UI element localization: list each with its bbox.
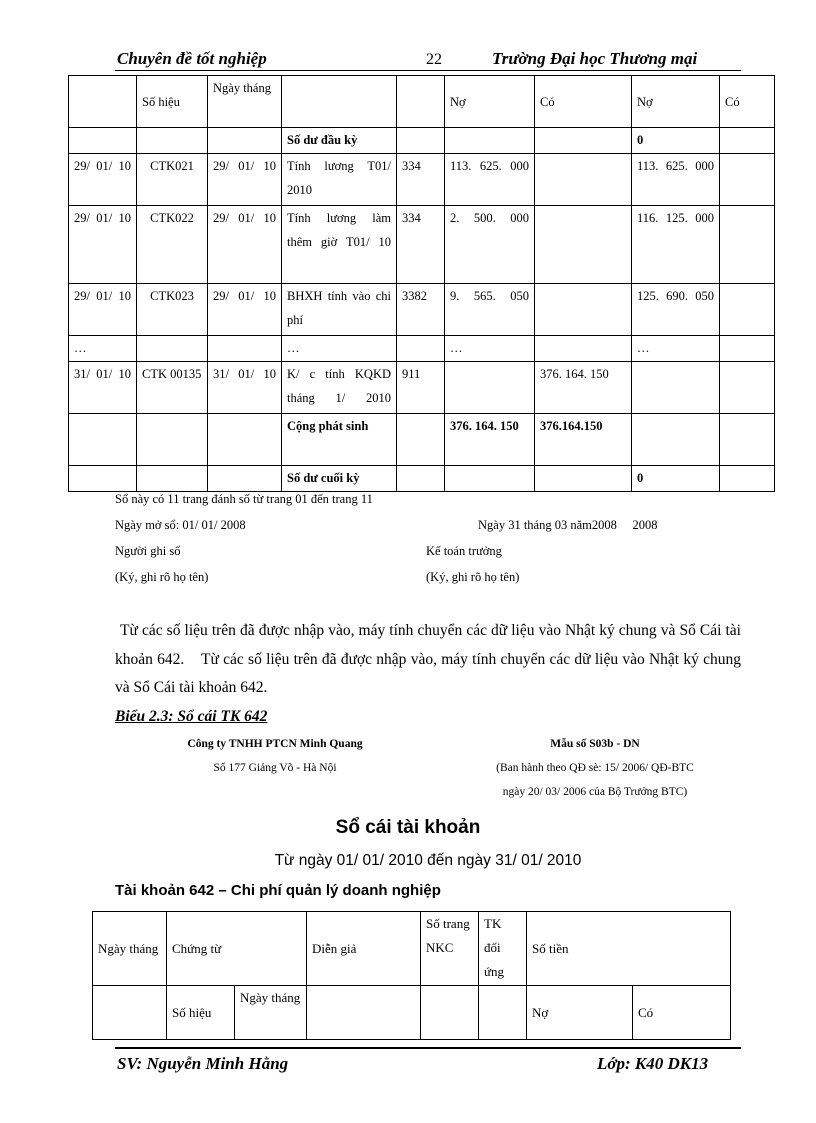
page-number: 22 xyxy=(426,51,442,68)
table-cell: 29/ 01/ 10 xyxy=(208,154,282,206)
col-desc-header: Diễn giả xyxy=(307,912,421,986)
col-counter-header: TK đối ứng xyxy=(479,912,527,986)
header-left: Chuyên đề tốt nghiệp xyxy=(117,49,267,68)
sub-voucher-no: Số hiệu xyxy=(167,986,235,1040)
table-cell: 29/ 01/ 10 xyxy=(69,206,137,284)
table-cell: 29/ 01/ 10 xyxy=(208,284,282,336)
header-cell xyxy=(397,76,445,128)
form-date: ngày 20/ 03/ 2006 của Bộ Trưởng BTC) xyxy=(502,786,688,798)
table-cell xyxy=(69,414,137,466)
table-cell xyxy=(720,128,775,154)
table-cell xyxy=(720,284,775,336)
table-cell: CTK021 xyxy=(137,154,208,206)
header-cell: Có xyxy=(535,76,632,128)
table-cell: 0 xyxy=(632,128,720,154)
pages-note: Sổ này có 11 trang đánh số từ trang 01 đến trang 11 xyxy=(115,492,373,506)
table-cell xyxy=(535,128,632,154)
table-cell xyxy=(397,336,445,362)
table-cell: 116. 125. 000 xyxy=(632,206,720,284)
table-cell: 376. 164. 150 xyxy=(535,362,632,414)
table-cell: CTK 00135 xyxy=(137,362,208,414)
table-cell xyxy=(720,154,775,206)
company-address: Số 177 Giảng Võ - Hà Nội xyxy=(213,762,337,774)
col-page-header: Số trang NKC xyxy=(421,912,479,986)
table-cell: Số dư đầu kỳ xyxy=(282,128,397,154)
table-cell xyxy=(535,206,632,284)
table-cell xyxy=(137,414,208,466)
table-cell: Số dư cuối kỳ xyxy=(282,466,397,492)
sign-date: Ngày 31 tháng 03 năm2008 2008 xyxy=(478,518,658,532)
table-cell xyxy=(137,466,208,492)
table-cell: 29/ 01/ 10 xyxy=(69,154,137,206)
table-cell xyxy=(445,362,535,414)
table-cell: 9. 565. 050 xyxy=(445,284,535,336)
figure-caption: Biểu 2.3: Sổ cái TK 642 xyxy=(115,708,268,725)
sub-debit: Nợ xyxy=(527,986,633,1040)
table-cell xyxy=(397,466,445,492)
table-cell xyxy=(69,466,137,492)
table-cell: 29/ 01/ 10 xyxy=(69,284,137,336)
table-cell: 113. 625. 000 xyxy=(632,154,720,206)
table-cell xyxy=(535,284,632,336)
table-cell: CTK023 xyxy=(137,284,208,336)
table-cell: BHXH tính vào chi phí xyxy=(282,284,397,336)
table-cell: Tính lương làm thêm giờ T01/ 10 xyxy=(282,206,397,284)
empty-cell xyxy=(307,986,421,1040)
table-cell: 125. 690. 050 xyxy=(632,284,720,336)
table-row xyxy=(69,362,775,414)
table-cell xyxy=(208,336,282,362)
table-cell xyxy=(208,466,282,492)
table-cell xyxy=(208,414,282,466)
table-cell xyxy=(632,414,720,466)
table-cell: … xyxy=(445,336,535,362)
footer-class: Lớp: K40 DK13 xyxy=(597,1054,709,1073)
form-code: Mẫu số S03b - DN xyxy=(550,738,640,750)
chief-sign: (Ký, ghi rõ họ tên) xyxy=(426,570,520,584)
table-cell xyxy=(535,466,632,492)
table-cell xyxy=(720,466,775,492)
table-cell: … xyxy=(69,336,137,362)
table-cell: K/ c tính KQKD tháng 1/ 2010 xyxy=(282,362,397,414)
table-cell: 376.164.150 xyxy=(535,414,632,466)
table-cell xyxy=(632,362,720,414)
chief-accountant-label: Kế toán trưởng xyxy=(426,544,502,558)
recorder-sign: (Ký, ghi rõ họ tên) xyxy=(115,570,209,584)
empty-cell xyxy=(421,986,479,1040)
table-cell: 0 xyxy=(632,466,720,492)
table-cell: 2. 500. 000 xyxy=(445,206,535,284)
table-cell: … xyxy=(632,336,720,362)
table-cell: … xyxy=(282,336,397,362)
header-rule xyxy=(115,70,741,71)
header-cell xyxy=(69,76,137,128)
table-cell xyxy=(397,128,445,154)
table-cell xyxy=(720,362,775,414)
footer-student: SV: Nguyễn Minh Hằng xyxy=(117,1054,289,1073)
ledger-table-bottom xyxy=(92,911,731,1040)
table-cell xyxy=(208,128,282,154)
table-cell xyxy=(720,336,775,362)
col-voucher-header: Chứng từ xyxy=(167,912,307,986)
table-cell: Tính lương T01/ 2010 xyxy=(282,154,397,206)
table-row xyxy=(69,336,775,362)
table-cell: 31/ 01/ 10 xyxy=(208,362,282,414)
header-cell xyxy=(282,76,397,128)
body-paragraph: Từ các số liệu trên đã được nhập vào, máy tính chuyển các dữ liệu vào Nhật ký chung và Sổ Cái tài khoản 642. Từ các số liệu trên đã được nhập vào, máy tính chuyển các dữ liệu vào Nhật ký chung và Sổ Cái tài khoản 642. xyxy=(115,622,745,696)
table-cell xyxy=(69,128,137,154)
table-row xyxy=(69,284,775,336)
ledger-table-top xyxy=(68,75,775,492)
table-cell: 113. 625. 000 xyxy=(445,154,535,206)
col-amount-header: Số tiền xyxy=(527,912,731,986)
table-cell xyxy=(720,206,775,284)
ledger-title: Sổ cái tài khoản xyxy=(335,817,481,838)
table-cell: 911 xyxy=(397,362,445,414)
account-title: Tài khoản 642 – Chi phí quản lý doanh nghiệp xyxy=(115,882,441,899)
open-date: Ngày mở sổ: 01/ 01/ 2008 xyxy=(115,518,246,532)
header-cell: Nợ xyxy=(445,76,535,128)
recorder-label: Người ghi sổ xyxy=(115,544,181,558)
header-right: Trường Đại học Thương mại xyxy=(492,49,698,68)
header-cell: Nợ xyxy=(632,76,720,128)
table-cell: CTK022 xyxy=(137,206,208,284)
table-cell xyxy=(397,414,445,466)
table-cell xyxy=(535,336,632,362)
table-cell: 334 xyxy=(397,206,445,284)
empty-cell xyxy=(93,986,167,1040)
header-cell: Số hiệu xyxy=(137,76,208,128)
col-date-header: Ngày tháng xyxy=(93,912,167,986)
table-cell xyxy=(137,336,208,362)
table-cell xyxy=(720,414,775,466)
sub-voucher-date: Ngày tháng xyxy=(235,986,307,1040)
table-cell: 29/ 01/ 10 xyxy=(208,206,282,284)
table-cell: 376. 164. 150 xyxy=(445,414,535,466)
table-cell xyxy=(445,128,535,154)
table-cell: 3382 xyxy=(397,284,445,336)
header-cell: Có xyxy=(720,76,775,128)
table-cell xyxy=(137,128,208,154)
company-name: Công ty TNHH PTCN Minh Quang xyxy=(187,738,363,750)
table-cell xyxy=(535,154,632,206)
table-row xyxy=(69,128,775,154)
footer-rule xyxy=(115,1047,741,1049)
table-row xyxy=(69,414,775,466)
table-row xyxy=(69,466,775,492)
form-decree: (Ban hành theo QĐ sè: 15/ 2006/ QĐ-BTC xyxy=(496,762,694,774)
ledger-period: Từ ngày 01/ 01/ 2010 đến ngày 31/ 01/ 2010 xyxy=(274,852,582,869)
table-cell xyxy=(445,466,535,492)
table-cell: Cộng phát sinh xyxy=(282,414,397,466)
table-cell: 334 xyxy=(397,154,445,206)
table-row xyxy=(69,206,775,284)
table-row xyxy=(69,154,775,206)
sub-credit: Có xyxy=(633,986,731,1040)
table-cell: 31/ 01/ 10 xyxy=(69,362,137,414)
header-cell: Ngày tháng xyxy=(208,76,282,128)
empty-cell xyxy=(479,986,527,1040)
